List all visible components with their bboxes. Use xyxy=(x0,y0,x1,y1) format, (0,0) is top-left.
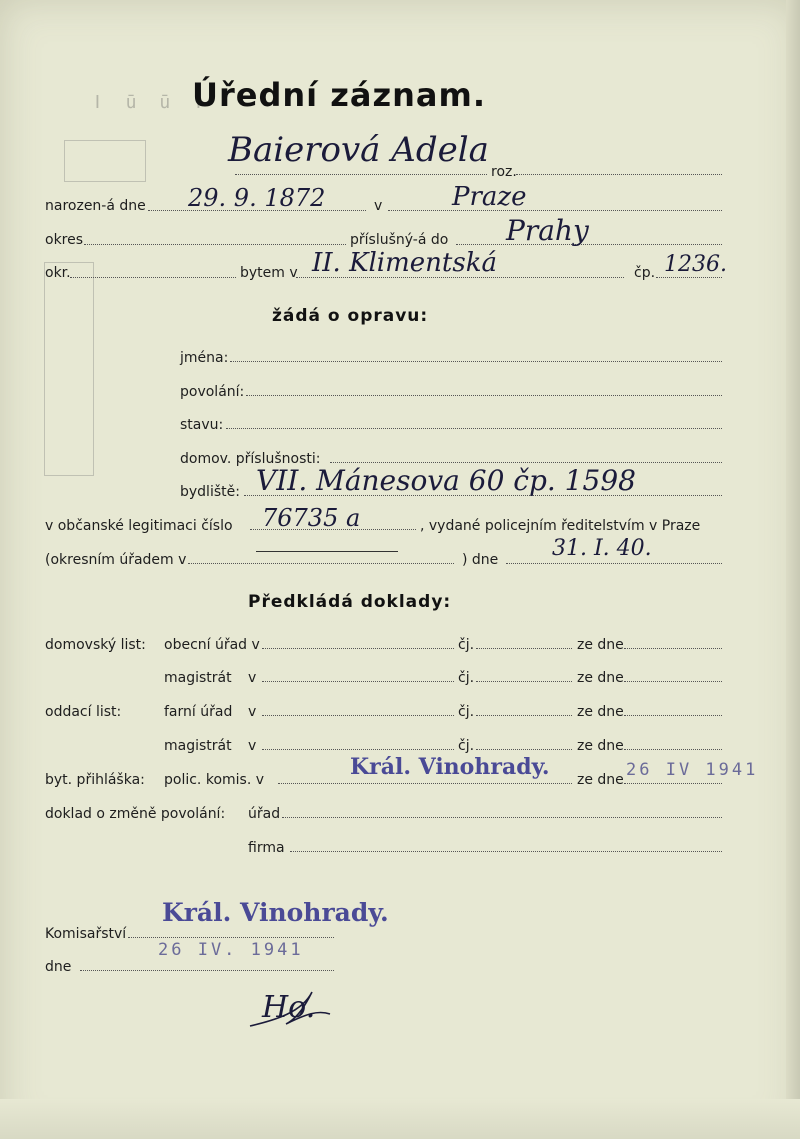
obecni-ze-dne-label: ze dne xyxy=(577,637,624,653)
issued-label: , vydané policejním ředitelstvím v Praze xyxy=(420,518,701,534)
born-in-label: v xyxy=(374,198,383,214)
okresnim-dne-line xyxy=(506,563,722,564)
request-heading: žádá o opravu: xyxy=(272,306,429,326)
farni-ze-dne-label: ze dne xyxy=(577,704,624,720)
magistrat2-v-label: v xyxy=(248,738,257,754)
komisarstvi-stamp-date: 26 IV. 1941 xyxy=(158,940,304,960)
legit-number-handwritten: 76735 a xyxy=(262,504,361,532)
obecni-cj-label: čj. xyxy=(458,637,475,653)
documents-heading: Předkládá doklady: xyxy=(248,592,452,612)
prislusny-line xyxy=(456,244,722,245)
povolani-line xyxy=(246,395,722,396)
magistrat1-ze-dne-label: ze dne xyxy=(577,670,624,686)
bydliste-handwritten: VII. Mánesova 60 čp. 1598 xyxy=(256,464,636,497)
komisarstvi-label: Komisařství xyxy=(45,926,127,942)
roz-label: roz. xyxy=(491,164,517,180)
domov-line xyxy=(330,462,722,463)
obecni-label: obecní úřad v xyxy=(164,637,260,653)
polic-stamp-date: 26 IV 1941 xyxy=(626,760,759,780)
firma-label: firma xyxy=(248,840,285,856)
name-line xyxy=(235,174,487,175)
okresnim-strike-line xyxy=(256,551,398,552)
magistrat2-cj-label: čj. xyxy=(458,738,475,754)
magistrat2-line xyxy=(262,749,454,750)
legit-label: v občanské legitimaci číslo xyxy=(45,518,233,534)
farni-line xyxy=(262,715,454,716)
stavu-line xyxy=(226,428,722,429)
ghost-stamp-impression xyxy=(64,140,146,182)
born-place-handwritten: Praze xyxy=(452,182,527,212)
magistrat2-cj-line xyxy=(476,749,572,750)
jmena-label: jména: xyxy=(180,350,229,366)
obecni-line xyxy=(262,648,454,649)
doklad-label: doklad o změně povolání: xyxy=(45,806,226,822)
magistrat1-cj-line xyxy=(476,681,572,682)
oddaci-label: oddací list: xyxy=(45,704,122,720)
magistrat1-v-label: v xyxy=(248,670,257,686)
roz-line xyxy=(516,174,722,175)
okres-label: okres xyxy=(45,232,84,248)
firma-line xyxy=(290,851,722,852)
okresnim-dne-label: ) dne xyxy=(462,552,499,568)
okr-label: okr. xyxy=(45,265,71,281)
born-place-line xyxy=(388,210,722,211)
footer-dne-line xyxy=(80,970,334,971)
okresnim-dne-handwritten: 31. I. 40. xyxy=(552,536,652,561)
farni-cj-line xyxy=(476,715,572,716)
obecni-cj-line xyxy=(476,648,572,649)
povolani-label: povolání: xyxy=(180,384,245,400)
obecni-ze-dne-line xyxy=(624,648,722,649)
prislusny-label: příslušný-á do xyxy=(350,232,449,248)
urad-line xyxy=(282,817,722,818)
born-label: narozen-á dne xyxy=(45,198,146,214)
komisarstvi-line xyxy=(128,937,334,938)
page-fold xyxy=(786,0,800,1139)
cp-handwritten: 1236. xyxy=(664,252,727,277)
signature-flourish xyxy=(246,984,356,1030)
domovsky-label: domovský list: xyxy=(45,637,146,653)
farni-v-label: v xyxy=(248,704,257,720)
okres-line xyxy=(84,244,346,245)
name-handwritten: Baierová Adela xyxy=(228,130,489,170)
magistrat1-ze-dne-line xyxy=(624,681,722,682)
footer-dne-label: dne xyxy=(45,959,72,975)
magistrat1-line xyxy=(262,681,454,682)
polic-ze-dne-label: ze dne xyxy=(577,772,624,788)
bytem-label: bytem v xyxy=(240,265,298,281)
farni-cj-label: čj. xyxy=(458,704,475,720)
signature: Ho. xyxy=(262,990,316,1025)
ghost-box-impression xyxy=(44,262,94,476)
magistrat1-cj-label: čj. xyxy=(458,670,475,686)
jmena-line xyxy=(230,361,722,362)
okresnim-label: (okresním úřadem v xyxy=(45,552,187,568)
magistrat1-label: magistrát xyxy=(164,670,232,686)
okresnim-line xyxy=(188,563,454,564)
farni-label: farní úřad xyxy=(164,704,233,720)
polic-stamp: Král. Vinohrady. xyxy=(350,754,550,780)
ghost-serial-number: ǀ ū ū ǀ xyxy=(92,92,210,113)
okr-line xyxy=(70,277,236,278)
byt-label: byt. přihláška: xyxy=(45,772,145,788)
polic-label: polic. komis. v xyxy=(164,772,265,788)
stavu-label: stavu: xyxy=(180,417,224,433)
prislusny-handwritten: Prahy xyxy=(506,214,589,247)
born-date-handwritten: 29. 9. 1872 xyxy=(188,184,326,212)
polic-line xyxy=(278,783,572,784)
magistrat2-ze-dne-label: ze dne xyxy=(577,738,624,754)
cp-line xyxy=(656,277,722,278)
magistrat2-label: magistrát xyxy=(164,738,232,754)
domov-label: domov. příslušnosti: xyxy=(180,451,321,467)
urad-label: úřad xyxy=(248,806,281,822)
bytem-handwritten: II. Klimentská xyxy=(312,248,497,278)
magistrat2-ze-dne-line xyxy=(624,749,722,750)
farni-ze-dne-line xyxy=(624,715,722,716)
komisarstvi-stamp: Král. Vinohrady. xyxy=(162,898,389,927)
page-bottom-edge xyxy=(0,1099,800,1139)
cp-label: čp. xyxy=(634,265,656,281)
polic-ze-dne-line xyxy=(624,783,722,784)
bydliste-label: bydliště: xyxy=(180,484,240,500)
page-title: Úřední záznam. xyxy=(192,76,486,114)
